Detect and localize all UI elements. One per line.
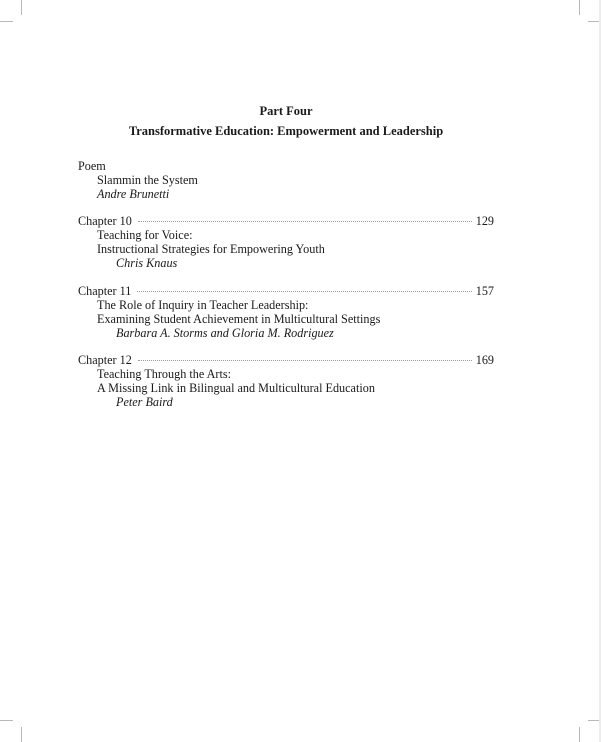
entry-author: Chris Knaus	[116, 256, 178, 270]
toc-entry-chapter-11[interactable]	[78, 284, 494, 340]
entry-title-line: Teaching for Voice:	[97, 228, 193, 242]
entry-label: Chapter 11	[78, 284, 132, 298]
entry-title-line: Examining Student Achievement in Multicultural Settings	[97, 312, 381, 326]
entry-author: Andre Brunetti	[97, 187, 170, 201]
entry-author: Barbara A. Storms and Gloria M. Rodriguez	[116, 326, 334, 340]
toc-entry-poem	[78, 159, 494, 201]
crop-mark-bottom-right-vertical	[579, 727, 580, 742]
entry-title-line: Instructional Strategies for Empowering Youth	[97, 242, 325, 256]
crop-mark-top-right-vertical	[579, 0, 580, 15]
entry-label: Poem	[78, 159, 106, 173]
dot-leader	[138, 221, 472, 222]
crop-mark-top-left-vertical	[21, 0, 22, 15]
entry-label: Chapter 12	[78, 353, 132, 367]
part-label: Part Four	[259, 104, 313, 118]
dot-leader	[138, 360, 472, 361]
crop-mark-bottom-left-vertical	[21, 727, 22, 742]
page-number: 157	[475, 284, 494, 298]
entry-title-line: A Missing Link in Bilingual and Multicultural Education	[97, 381, 375, 395]
page-number: 169	[475, 353, 494, 367]
entry-author: Peter Baird	[116, 395, 173, 409]
toc-entry-chapter-12[interactable]	[78, 353, 494, 409]
dot-leader	[137, 291, 471, 292]
entry-title-line: Teaching Through the Arts:	[97, 367, 231, 381]
entry-label: Chapter 10	[78, 214, 132, 228]
entry-title-line: The Role of Inquiry in Teacher Leadership:	[97, 298, 309, 312]
crop-mark-top-left-horizontal	[0, 21, 13, 22]
entry-title-line: Slammin the System	[97, 173, 198, 187]
page-number: 129	[475, 214, 494, 228]
part-title: Transformative Education: Empowerment and Leadership	[128, 124, 444, 138]
toc-entry-chapter-10[interactable]	[78, 214, 494, 270]
crop-mark-bottom-left-horizontal	[0, 720, 13, 721]
